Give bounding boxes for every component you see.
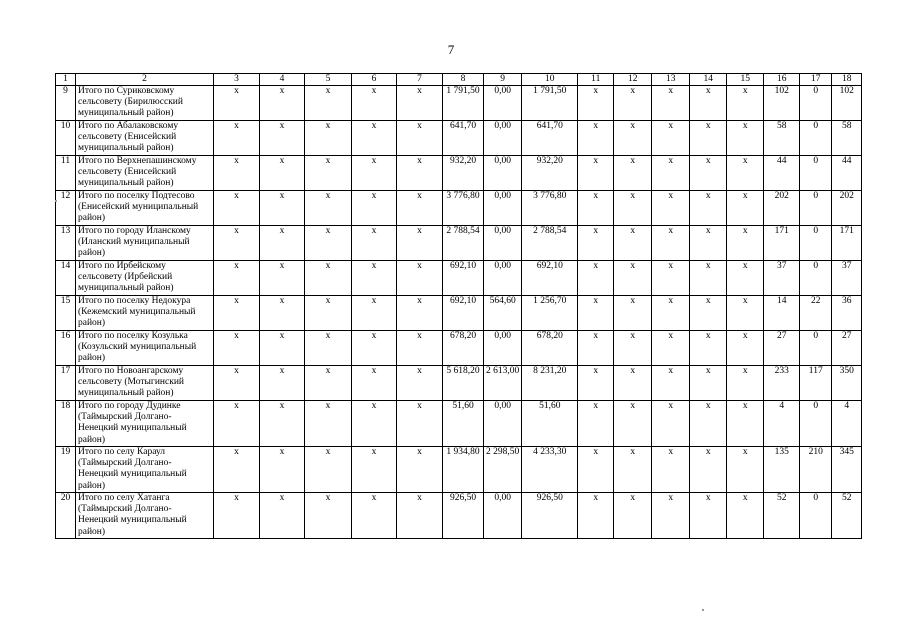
value-cell: x xyxy=(690,447,727,493)
value-cell: x xyxy=(727,401,764,447)
value-cell: x xyxy=(260,121,305,156)
value-cell: x xyxy=(260,296,305,331)
value-cell: 0,00 xyxy=(484,156,522,191)
table-row xyxy=(56,331,862,366)
row-number-cell: 20 xyxy=(56,493,76,539)
value-cell: 0 xyxy=(800,226,832,261)
value-cell: x xyxy=(614,226,652,261)
row-name-cell: Итого по селу Хатанга (Таймырский Долгано-Ненецкий муниципальный район) xyxy=(76,493,214,539)
value-cell: x xyxy=(578,226,614,261)
value-cell: x xyxy=(352,86,397,121)
value-cell: 0,00 xyxy=(484,331,522,366)
value-cell: x xyxy=(397,447,443,493)
value-cell: 2 788,54 xyxy=(443,226,484,261)
value-cell: x xyxy=(397,366,443,401)
value-cell: x xyxy=(214,401,260,447)
value-cell: x xyxy=(305,86,352,121)
header-row xyxy=(56,74,862,86)
header-cell: 16 xyxy=(764,74,800,86)
value-cell: x xyxy=(305,121,352,156)
value-cell: x xyxy=(214,493,260,539)
scan-speck xyxy=(55,200,57,202)
value-cell: x xyxy=(214,86,260,121)
value-cell: x xyxy=(727,86,764,121)
value-cell: 233 xyxy=(764,366,800,401)
header-cell: 18 xyxy=(832,74,862,86)
header-cell: 9 xyxy=(484,74,522,86)
row-number-cell: 11 xyxy=(56,156,76,191)
value-cell: x xyxy=(652,331,690,366)
value-cell: x xyxy=(260,226,305,261)
value-cell: x xyxy=(690,121,727,156)
value-cell: 4 xyxy=(764,401,800,447)
value-cell: 22 xyxy=(800,296,832,331)
table-row xyxy=(56,401,862,447)
header-cell: 2 xyxy=(76,74,214,86)
value-cell: 44 xyxy=(764,156,800,191)
header-cell: 12 xyxy=(614,74,652,86)
value-cell: x xyxy=(614,447,652,493)
value-cell: 932,20 xyxy=(522,156,578,191)
value-cell: x xyxy=(305,191,352,226)
value-cell: x xyxy=(352,331,397,366)
row-name-cell: Итого по поселку Козулька (Козульский муниципальный район) xyxy=(76,331,214,366)
row-number-cell: 9 xyxy=(56,86,76,121)
value-cell: x xyxy=(352,493,397,539)
value-cell: 102 xyxy=(832,86,862,121)
value-cell: 0 xyxy=(800,331,832,366)
value-cell: 58 xyxy=(832,121,862,156)
value-cell: x xyxy=(727,121,764,156)
value-cell: x xyxy=(578,296,614,331)
value-cell: x xyxy=(305,156,352,191)
value-cell: 210 xyxy=(800,447,832,493)
value-cell: x xyxy=(690,493,727,539)
header-cell: 6 xyxy=(352,74,397,86)
value-cell: x xyxy=(352,156,397,191)
scan-speck xyxy=(702,609,704,611)
value-cell: x xyxy=(614,261,652,296)
value-cell: x xyxy=(305,296,352,331)
value-cell: 52 xyxy=(764,493,800,539)
value-cell: 0,00 xyxy=(484,121,522,156)
value-cell: 3 776,80 xyxy=(443,191,484,226)
value-cell: 0,00 xyxy=(484,261,522,296)
value-cell: 171 xyxy=(764,226,800,261)
value-cell: x xyxy=(352,296,397,331)
value-cell: 0 xyxy=(800,261,832,296)
value-cell: 4 233,30 xyxy=(522,447,578,493)
table-row xyxy=(56,366,862,401)
value-cell: x xyxy=(652,191,690,226)
value-cell: x xyxy=(578,121,614,156)
row-name-cell: Итого по городу Дудинке (Таймырский Долгано-Ненецкий муниципальный район) xyxy=(76,401,214,447)
header-cell: 8 xyxy=(443,74,484,86)
value-cell: 1 791,50 xyxy=(522,86,578,121)
value-cell: 202 xyxy=(832,191,862,226)
header-cell: 3 xyxy=(214,74,260,86)
value-cell: 27 xyxy=(832,331,862,366)
value-cell: 0,00 xyxy=(484,226,522,261)
value-cell: 102 xyxy=(764,86,800,121)
value-cell: 3 776,80 xyxy=(522,191,578,226)
value-cell: 51,60 xyxy=(522,401,578,447)
value-cell: 2 788,54 xyxy=(522,226,578,261)
row-number-cell: 10 xyxy=(56,121,76,156)
value-cell: 692,10 xyxy=(443,261,484,296)
header-cell: 7 xyxy=(397,74,443,86)
value-cell: 14 xyxy=(764,296,800,331)
value-cell: x xyxy=(352,261,397,296)
row-name-cell: Итого по Абалаковскому сельсовету (Енисейский муниципальный район) xyxy=(76,121,214,156)
value-cell: 2 613,00 xyxy=(484,366,522,401)
table-row xyxy=(56,191,862,226)
header-cell: 4 xyxy=(260,74,305,86)
value-cell: 37 xyxy=(832,261,862,296)
value-cell: 37 xyxy=(764,261,800,296)
value-cell: x xyxy=(614,191,652,226)
value-cell: x xyxy=(652,447,690,493)
value-cell: x xyxy=(397,296,443,331)
row-name-cell: Итого по Ирбейскому сельсовету (Ирбейский муниципальный район) xyxy=(76,261,214,296)
value-cell: 692,10 xyxy=(522,261,578,296)
value-cell: x xyxy=(397,121,443,156)
row-name-cell: Итого по городу Иланскому (Иланский муниципальный район) xyxy=(76,226,214,261)
value-cell: 564,60 xyxy=(484,296,522,331)
value-cell: x xyxy=(652,401,690,447)
table-row xyxy=(56,447,862,493)
value-cell: 202 xyxy=(764,191,800,226)
value-cell: x xyxy=(352,447,397,493)
value-cell: 0,00 xyxy=(484,493,522,539)
value-cell: 27 xyxy=(764,331,800,366)
value-cell: 135 xyxy=(764,447,800,493)
value-cell: x xyxy=(727,366,764,401)
value-cell: x xyxy=(727,493,764,539)
value-cell: x xyxy=(214,261,260,296)
value-cell: x xyxy=(305,261,352,296)
value-cell: x xyxy=(214,447,260,493)
header-cell: 17 xyxy=(800,74,832,86)
row-name-cell: Итого по поселку Подтесово (Енисейский муниципальный район) xyxy=(76,191,214,226)
row-number-cell: 16 xyxy=(56,331,76,366)
row-name-cell: Итого по Новоангарскому сельсовету (Мотыгинский муниципальный район) xyxy=(76,366,214,401)
value-cell: x xyxy=(305,447,352,493)
value-cell: 2 298,50 xyxy=(484,447,522,493)
value-cell: x xyxy=(260,261,305,296)
header-cell: 14 xyxy=(690,74,727,86)
value-cell: x xyxy=(214,121,260,156)
row-number-cell: 13 xyxy=(56,226,76,261)
value-cell: x xyxy=(260,191,305,226)
value-cell: 44 xyxy=(832,156,862,191)
value-cell: x xyxy=(305,366,352,401)
value-cell: x xyxy=(614,493,652,539)
value-cell: x xyxy=(352,121,397,156)
header-cell: 5 xyxy=(305,74,352,86)
header-cell: 15 xyxy=(727,74,764,86)
value-cell: x xyxy=(260,156,305,191)
value-cell: x xyxy=(260,331,305,366)
value-cell: x xyxy=(305,401,352,447)
value-cell: 51,60 xyxy=(443,401,484,447)
value-cell: x xyxy=(578,191,614,226)
value-cell: x xyxy=(214,226,260,261)
value-cell: x xyxy=(652,121,690,156)
value-cell: x xyxy=(578,447,614,493)
value-cell: 678,20 xyxy=(443,331,484,366)
value-cell: x xyxy=(614,121,652,156)
value-cell: 1 256,70 xyxy=(522,296,578,331)
value-cell: 1 934,80 xyxy=(443,447,484,493)
value-cell: x xyxy=(260,86,305,121)
value-cell: x xyxy=(727,261,764,296)
value-cell: x xyxy=(578,331,614,366)
value-cell: x xyxy=(727,447,764,493)
value-cell: x xyxy=(352,191,397,226)
row-number-cell: 14 xyxy=(56,261,76,296)
value-cell: x xyxy=(690,261,727,296)
value-cell: x xyxy=(690,366,727,401)
row-number-cell: 19 xyxy=(56,447,76,493)
value-cell: 0,00 xyxy=(484,401,522,447)
value-cell: x xyxy=(690,401,727,447)
value-cell: 926,50 xyxy=(443,493,484,539)
value-cell: x xyxy=(690,331,727,366)
table-row xyxy=(56,226,862,261)
value-cell: 171 xyxy=(832,226,862,261)
value-cell: x xyxy=(397,401,443,447)
table-row xyxy=(56,493,862,539)
row-name-cell: Итого по Верхнепашинскому сельсовету (Енисейский муниципальный район) xyxy=(76,156,214,191)
value-cell: 0,00 xyxy=(484,191,522,226)
value-cell: 641,70 xyxy=(443,121,484,156)
value-cell: x xyxy=(397,191,443,226)
value-cell: x xyxy=(727,296,764,331)
value-cell: x xyxy=(352,401,397,447)
value-cell: x xyxy=(690,296,727,331)
value-cell: x xyxy=(352,226,397,261)
row-name-cell: Итого по селу Караул (Таймырский Долгано-Ненецкий муниципальный район) xyxy=(76,447,214,493)
value-cell: 1 791,50 xyxy=(443,86,484,121)
row-name-cell: Итого по Сурико​вскому сельсовету (Бирилюсский муниципальный район) xyxy=(76,86,214,121)
value-cell: 58 xyxy=(764,121,800,156)
value-cell: x xyxy=(214,191,260,226)
value-cell: x xyxy=(578,493,614,539)
value-cell: x xyxy=(578,261,614,296)
value-cell: x xyxy=(578,366,614,401)
value-cell: x xyxy=(614,296,652,331)
value-cell: x xyxy=(397,156,443,191)
value-cell: x xyxy=(305,226,352,261)
row-number-cell: 15 xyxy=(56,296,76,331)
header-cell: 10 xyxy=(522,74,578,86)
value-cell: 0 xyxy=(800,121,832,156)
value-cell: x xyxy=(652,156,690,191)
value-cell: x xyxy=(397,86,443,121)
value-cell: 932,20 xyxy=(443,156,484,191)
value-cell: x xyxy=(214,156,260,191)
value-cell: x xyxy=(652,261,690,296)
value-cell: 8 231,20 xyxy=(522,366,578,401)
value-cell: x xyxy=(690,191,727,226)
value-cell: x xyxy=(214,331,260,366)
table-row xyxy=(56,296,862,331)
value-cell: 0 xyxy=(800,191,832,226)
row-number-cell: 12 xyxy=(56,191,76,226)
value-cell: x xyxy=(578,156,614,191)
value-cell: x xyxy=(614,156,652,191)
row-name-cell: Итого по поселку Недокура (Кежемский муниципальный район) xyxy=(76,296,214,331)
table-row xyxy=(56,156,862,191)
value-cell: x xyxy=(397,493,443,539)
value-cell: x xyxy=(260,401,305,447)
value-cell: 0 xyxy=(800,493,832,539)
value-cell: x xyxy=(352,366,397,401)
value-cell: 52 xyxy=(832,493,862,539)
value-cell: 5 618,20 xyxy=(443,366,484,401)
value-cell: x xyxy=(652,366,690,401)
table-row xyxy=(56,261,862,296)
value-cell: x xyxy=(652,226,690,261)
value-cell: x xyxy=(260,447,305,493)
value-cell: x xyxy=(260,366,305,401)
header-cell: 1 xyxy=(56,74,76,86)
value-cell: x xyxy=(690,156,727,191)
value-cell: 0 xyxy=(800,156,832,191)
value-cell: x xyxy=(614,86,652,121)
header-cell: 11 xyxy=(578,74,614,86)
data-table xyxy=(55,73,862,539)
value-cell: x xyxy=(260,493,305,539)
value-cell: x xyxy=(214,366,260,401)
value-cell: x xyxy=(652,296,690,331)
value-cell: x xyxy=(397,226,443,261)
row-number-cell: 17 xyxy=(56,366,76,401)
value-cell: x xyxy=(397,261,443,296)
value-cell: x xyxy=(578,86,614,121)
value-cell: 36 xyxy=(832,296,862,331)
header-cell: 13 xyxy=(652,74,690,86)
value-cell: 350 xyxy=(832,366,862,401)
value-cell: x xyxy=(305,331,352,366)
value-cell: x xyxy=(727,226,764,261)
value-cell: 0,00 xyxy=(484,86,522,121)
row-number-cell: 18 xyxy=(56,401,76,447)
value-cell: x xyxy=(727,156,764,191)
value-cell: 0 xyxy=(800,401,832,447)
value-cell: x xyxy=(652,86,690,121)
value-cell: x xyxy=(614,401,652,447)
value-cell: x xyxy=(727,191,764,226)
value-cell: x xyxy=(652,493,690,539)
value-cell: x xyxy=(614,331,652,366)
value-cell: 345 xyxy=(832,447,862,493)
value-cell: x xyxy=(214,296,260,331)
value-cell: x xyxy=(305,493,352,539)
value-cell: x xyxy=(614,366,652,401)
value-cell: x xyxy=(690,226,727,261)
value-cell: x xyxy=(578,401,614,447)
page-number: 7 xyxy=(447,42,455,57)
value-cell: x xyxy=(727,331,764,366)
table-row xyxy=(56,86,862,121)
value-cell: 678,20 xyxy=(522,331,578,366)
value-cell: 926,50 xyxy=(522,493,578,539)
value-cell: 0 xyxy=(800,86,832,121)
value-cell: 4 xyxy=(832,401,862,447)
value-cell: 641,70 xyxy=(522,121,578,156)
value-cell: 692,10 xyxy=(443,296,484,331)
value-cell: x xyxy=(690,86,727,121)
value-cell: x xyxy=(397,331,443,366)
table-row xyxy=(56,121,862,156)
value-cell: 117 xyxy=(800,366,832,401)
